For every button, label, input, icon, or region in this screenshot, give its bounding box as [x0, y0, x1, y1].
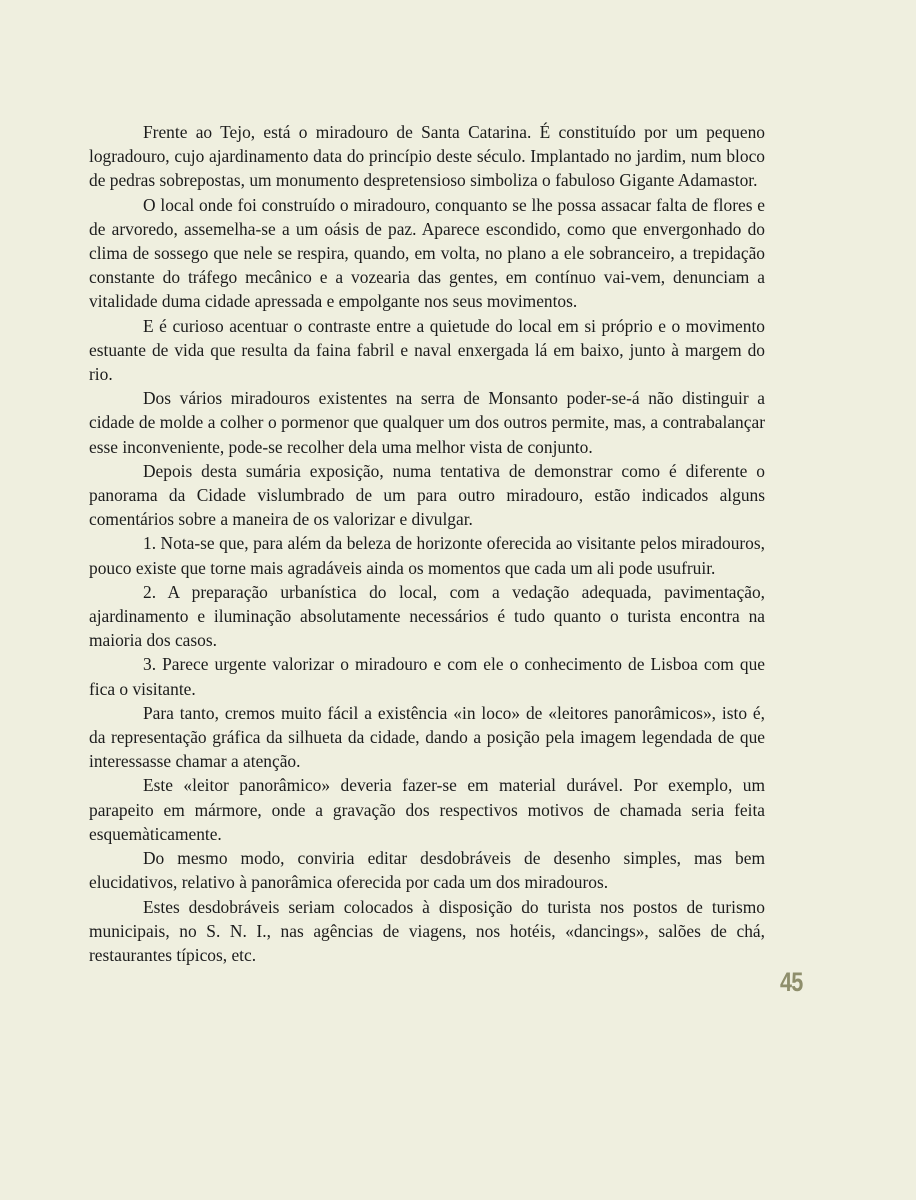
paragraph-1: Frente ao Tejo, está o miradouro de Santa Catarina. É constituído por um pequeno logradouro, cujo ajardinamento data do princípio deste século. Implantado no jardim, num bloco de pedras sobrepostas, um monumento despretensioso simboliza o fabuloso Gigante Adamastor. [89, 122, 765, 191]
paragraph-12: Estes desdobráveis seriam colocados à disposição do turista nos postos de turismo municipais, no S. N. I., nas agências de viagens, nos hotéis, «dancings», salões de chá, restaurantes típicos, etc. [89, 896, 765, 965]
paragraph-8: 3. Parece urgente valorizar o miradouro e com ele o conhecimento de Lisboa com que fica o visitante. [89, 654, 765, 699]
paragraph-2: O local onde foi construído o miradouro, conquanto se lhe possa assacar falta de flores e de arvoredo, assemelha-se a um oásis de paz. Aparece escondido, como que envergonhado do clima de sossego que nele se respira, quando, em volta, no plano a ele sobranceiro, a trepidação constante do tráfego mecânico e a vozearia das gentes, em contínuo vai-vem, denunciam a vitalidade duma cidade apressada e empolgante nos seus movimentos. [89, 194, 765, 312]
paragraph-6: 1. Nota-se que, para além da beleza de horizonte oferecida ao visitante pelos miradouros, pouco existe que torne mais agradáveis ainda os momentos que cada um ali pode usufruir. [89, 533, 765, 578]
paragraph-5: Depois desta sumária exposição, numa tentativa de demonstrar como é diferente o panorama da Cidade vislumbrado de um para outro miradouro, estão indicados alguns comentários sobre a maneira de os valorizar e divulgar. [89, 460, 765, 530]
paragraph-10: Este «leitor panorâmico» deveria fazer-se em material durável. Por exemplo, um parapeito em mármore, onde a gravação dos respectivos motivos de chamada seria feita esquemàticamente. [89, 775, 765, 844]
paragraph-4: Dos vários miradouros existentes na serra de Monsanto poder-se-á não distinguir a cidade de molde a colher o pormenor que qualquer um dos outros permite, mas, a contrabalançar esse inconveniente, pode-se recolher dela uma melhor vista de conjunto. [89, 388, 765, 457]
paragraph-9: Para tanto, cremos muito fácil a existência «in loco» de «leitores panorâmicos», isto é, da representação gráfica da silhueta da cidade, dando a posição pela imagem legendada de que interessasse chamar a atenção. [89, 702, 765, 772]
paragraph-3: E é curioso acentuar o contraste entre a quietude do local em si próprio e o movimento estuante de vida que resulta da faina fabril e naval enxergada lá em baixo, junto à margem do rio. [89, 315, 765, 385]
page-number: 45 [780, 967, 803, 997]
paragraph-11: Do mesmo modo, conviria editar desdobráveis de desenho simples, mas bem elucidativos, relativo à panorâmica oferecida por cada um dos miradouros. [89, 848, 765, 893]
body-text [89, 120, 765, 967]
paragraph-7: 2. A preparação urbanística do local, com a vedação adequada, pavimentação, ajardinamento e iluminação absolutamente necessários é tudo quanto o turista encontra na maioria dos casos. [89, 581, 765, 651]
